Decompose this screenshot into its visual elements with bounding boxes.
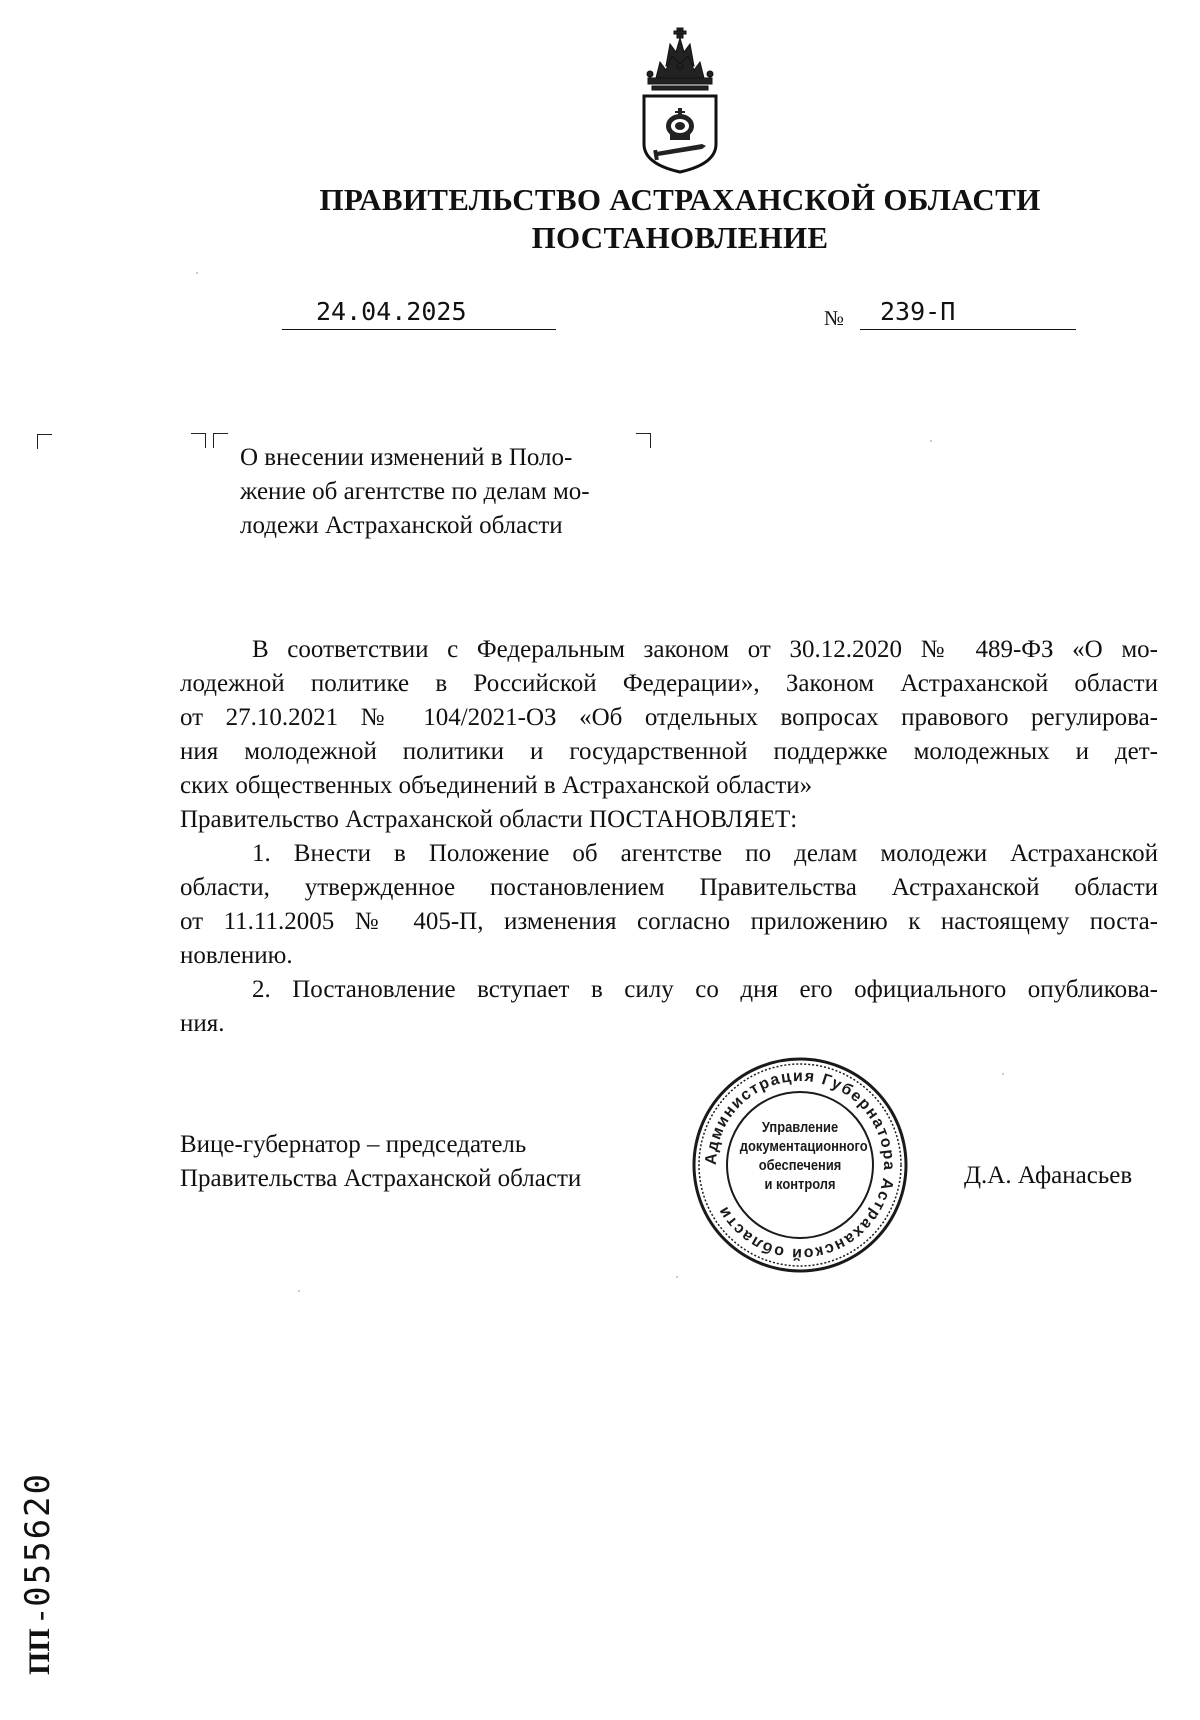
subject-corner-mark-left: [191, 433, 206, 448]
document-number: 239-П: [880, 297, 956, 326]
document-body: [180, 633, 1158, 1041]
body-line: от 27.10.2021 № 104/2021-ОЗ «Об отдельных вопросах правового регулирова-: [180, 704, 1158, 731]
signatory-position-line: Правительства Астраханской области: [180, 1165, 582, 1192]
signatory-name: Д.А. Афанасьев: [964, 1162, 1133, 1189]
form-serial-code: [18, 1472, 66, 1675]
form-serial-number: 055620: [18, 1472, 58, 1607]
stamp-ring-text: Администрация Губернатора Астраханской области: [702, 1067, 898, 1263]
stamp-center-text: [739, 1118, 868, 1194]
signatory-position-line: Вице-губернатор – председатель: [180, 1131, 527, 1158]
body-line: ния молодежной политики и государственной поддержке молодежных и дет-: [180, 738, 1158, 765]
body-line: новлению.: [180, 942, 293, 969]
body-line: ния.: [180, 1010, 225, 1037]
number-sign: №: [824, 306, 845, 330]
stamp-center-line: обеспечения: [758, 1157, 842, 1174]
subject-line: лодежи Астраханской области: [240, 512, 563, 539]
body-line: лодежной политике в Российской Федерации», Законом Астраханской области: [180, 670, 1158, 697]
body-line: В соответствии с Федеральным законом от 30.12.2020 № 489-ФЗ «О мо-: [252, 636, 1158, 663]
scan-speck: [676, 1276, 678, 1278]
body-line: от 11.11.2005 № 405-П, изменения согласно приложению к настоящему поста-: [180, 908, 1158, 935]
document-date-field: [282, 298, 556, 330]
stamp-center-line: Управление: [761, 1119, 839, 1136]
scan-speck: [930, 440, 932, 442]
subject-corner-mark-right: [213, 433, 228, 448]
document-date: 24.04.2025: [316, 297, 467, 326]
signatory-position: [180, 1128, 581, 1196]
subject-line: жение об агентстве по делам мо-: [240, 478, 590, 505]
document-number-field: [860, 298, 1076, 330]
body-line: Правительство Астраханской области ПОСТАНОВЛЯЕТ:: [180, 806, 798, 833]
subject-line: О внесении изменений в Поло-: [240, 444, 573, 471]
margin-corner-mark: [37, 434, 52, 449]
document-subject: [240, 441, 640, 543]
form-series: ПП -: [23, 1610, 56, 1675]
body-line: 1. Внести в Положение об агентстве по делам молодежи Астраханской: [252, 840, 1158, 867]
body-line: 2. Постановление вступает в силу со дня его официального опубликова-: [252, 976, 1158, 1003]
scan-speck: [196, 272, 198, 274]
stamp-center-line: и контроля: [764, 1176, 836, 1193]
stamp-center-line: документационного: [739, 1138, 868, 1155]
organization-title: ПРАВИТЕЛЬСТВО АСТРАХАНСКОЙ ОБЛАСТИ: [319, 182, 1041, 217]
body-line: области, утвержденное постановлением Правительства Астраханской области: [180, 874, 1158, 901]
body-line: ских общественных объединений в Астраханской области»: [180, 772, 813, 799]
scan-speck: [1002, 1073, 1004, 1075]
document-type-title: ПОСТАНОВЛЕНИЕ: [531, 220, 829, 255]
coat-of-arms-icon: [636, 26, 724, 176]
scan-speck: [298, 1290, 300, 1292]
